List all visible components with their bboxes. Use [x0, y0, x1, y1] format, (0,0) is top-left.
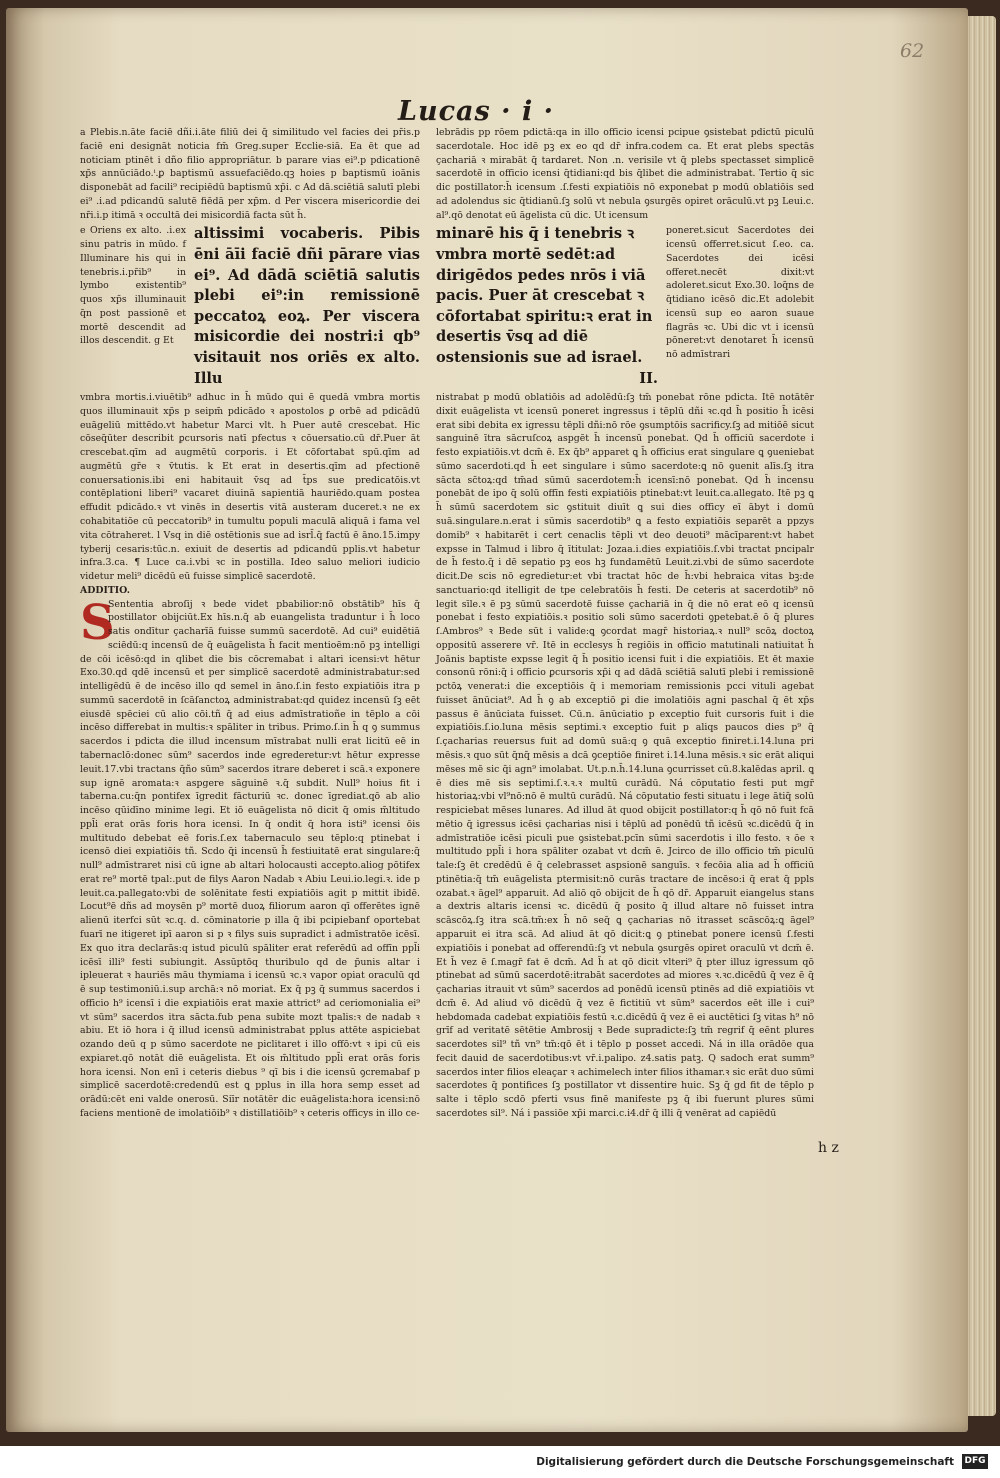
- chapter-mark: II.: [639, 369, 658, 387]
- signature-mark: h z: [818, 1140, 839, 1156]
- book-page-edges: [966, 16, 996, 1416]
- scripture-text-right: minarē his q̄ i tenebris ꝛ vmbra mortē sedēt:ad dirigēdos pedes nrōs i viā pacis. Puer āt crescebat ꝛ cōfortabat spiritu:ꝛ erat in desertis v̄sq ad diē ostensionis sue ad israel.: [436, 225, 653, 366]
- addition-text: [80, 594, 420, 1121]
- dfg-logo-icon: DFG: [962, 1454, 988, 1469]
- gloss-after-left: vmbra mortis.i.viuētib⁹ adhuc in h̄ mūdo qui ē quedā vmbra mortis quos illuminauit xp̄s p seipm̄ pdicādo ꝛ apostolos ꝑ orbē ad pdicādū euāgeliū mittēdo.vt habetur Marci vlt. h Puer autē crescebat. Hic cōseq̄ūter describit ꝑcursoris natī pfectus ꝛ cōuersatio.cū dr̄.Puer āt crescebat.qīm ad augmētū corporis. i Et cōfortabat spū.qīm ad augmētū gr̄e ꝛ v̄tutis. k Et erat in desertis.qīm ad pfectionē conuersationis.ibi eni habitauit v̄sq ad t̄ps sue predicatōis.vt contēplationi liberi⁹ vacaret diuinā sapientiā hauriēdo.quam postea effudit pdicādo.ꝛ vt vinēs in desertis vitā austeram duceret.ꝛ ne ex cohabitatiōe cū peccatorib⁹ in tumultu populi maculā aliquā i fama vel vita cōtraheret. l Vsq in diē ostētionis sue ad isrl̄.q̄ factū ē āno.15.impy tyberij cesaris:tūc.n. exiuit de desertis ad pdicandū pplis.vt habetur infra.3.ca. ¶ Luce ca.i.vbi ꝛc in postilla. Ideo saluo meliori iudicio videtur meli⁹ dicēdū eū fuisse simplicē sacerdotē.: [80, 392, 420, 583]
- left-column: [80, 126, 420, 1121]
- gloss-side-right: poneret.sicut Sacerdotes dei icensū offerret.sicut ſ.eo. ca. Sacerdotes dei icēsi offeret.necēt dixit:vt adoleret.sicut Exo.30. loq̄ns de q̄tidiano icēsō dic.Et adolebit icensū sup eo aaron suaue flagrās ꝛc. Ubi dic vt i icensū pōneret:vt denotaret h̄ icensū nō admīstrari: [666, 225, 814, 361]
- addition-text-content: Sententia abroſij ꝛ bede videt pbabilior:nō obstātib⁹ hīs q̄ postillator obijciūt.Ex hīs.n.q̄ ab euangelista traduntur i h̄ loco satis ondītur çacharīā fuisse summū sacerdotē. Ad cui⁹ euidētiā sciēdū:q incensū de q̄ euāgelista h̄ facit mentioēm:nō pꝫ intelligi de cōi icēsō:qd in qlibet die bis cōcremabat i altari icensi:vt hētur Exo.30.qd qdē incensū et per simplicē sacerdotē administrabatur:sed intelligēdū ē de incēso illo qd semel in āno.ſ.in festo expiatiōis itra p summū sacerdotē in ſcāſanctoꝝ administrabat:qd quidez incensū ſꝫ eēt eiusdē spēciei cū alio cōi.tñ q̄ ad eius admīstratioñe in tēplo a cōi incēso differebat in multis:ꝛ spāliter in tribus. Primo.ſ.in h̄ q ꝯ summus sacerdos i pdicta die illud incensum mīstrabat nulli erat licitū eē in tabernaclō:donec sūm⁹ sacerdos inde egrederetur:vt hētur expresse leuit.17.vbi tractans q̄ño sūm⁹ sacerdos itrare deberet i scā.ꝛ exponere sup ignē aromata:ꝛ aspgere sāguinē ꝛ.q̄ subdit. Null⁹ hoius fit i taberna.cu:q̄n pontifex īgredit fācturiū ꝛc. donec īgrediat.qō ab alio incēso qūidīno minime legi. Et iō euāgelista nō dicit q̄ omis m̄ltitudo ppl̄i erat orās foris hora icensi. In q̄ ondit q̄ hora isti⁹ icensi ōis multitudo debebat eē foris.ſ.ex tabernaculo seu tēplo:q ptinebat i icensō diei expiatiōis tñ. Scdo q̄i incensū h̄ festiuitatē erat singulare:q̄ null⁹ admīstraret nisi cū igne ab altari holocausti accepto.aliog pōtifex erat re⁹ mortē tpal:.put de filys Aaron Nadab ꝛ Abiu Leui.io.legi.ꝛ. ide p leuit.ca.pallegato:vbi de solēnitate festi expiatiōis agit p mittit ibidē. Locut⁹ē dñs ad moysēn p⁹ mortē duoꝝ filiorum aaron qī offerētes ignē alienū iterfci sūt ꝛc.q. d. cōminatorie p illa q̄ ibi pcipiebanf oportebat fuarī ne itigeret ipī aaron si p ꝛ filys suis supradict i admīstratōe icēsī. Ex quo itra declarās:q istud piculū spāliter erat referēdū ad offīn ppl̄i icēsī illi⁹ festi subiungit. Assūptōq thuribulo qd de p̄unis altar i ipleuerat ꝛ hauriēs māu thymiama i icensū ꝛc.ꝛ vapor opiat oraculū qd ē sup testimoniū.i.sup archā:ꝛ nō moriat. Ex q̄ pꝫ q̄ summus sacerdos i officio h⁹ icensī i die expiatiōis erat maxie attrict⁹ ad ceriomonialia ei⁹ vt sūm⁹ sacerdos itra sācta.fub pena subite mozt tpalis:ꝛ de nadab ꝛ abiu. Et iō hora i q̄ illud icensū administrabat pplus attēte aspiciebat ozando deū q p sūmo sacerdote ne piclitaret i illo offō:vt ꝛ ipi cū eis expiaret.qō notāt diē euāgelista. Et ois m̄ltitudo ppl̄i erat orās foris hora icensi. Non enī i ceteris diebus ⁹ qī bis i die icensū ꝯcremabaf p simplicē sacerdotē:credendū est ꝗ pplus in illa hora semp esset ad orādū:cēt eni valde onerosū. Siīr notātēr dic euāgelista:hora icensi:nō faciens mentionē de imolatiōib⁹ ꝛ distillatiōib⁹ ꝛ ceteris officys in illo ce-: [80, 598, 420, 1119]
- footer-credit: Digitalisierung gefördert durch die Deutsche Forschungsgemeinschaft: [536, 1456, 954, 1468]
- addition-heading: ADDITIO.: [80, 584, 130, 596]
- right-column: [436, 126, 814, 1121]
- gloss-top-right: lebrādis pp rōem pdictā:qa in illo officio icensi pcipue ꝯsistebat pdictū piculū sacerdotale. Hoc idē pꝫ ex eo qd dr̄ infra.codem ca. Et erat plebs spectās çachariā ꝛ mirabāt q̄ tardaret. Non .n. verisile vt q̄ plebs spectasset simplicē sacerdotē in officio icensi q̄tidiani:qd bis q̄libet die administrabat. Tertio q̄ sic dic postillator:h̄ icensum .ſ.festi expiatiōis nō exponebat p modū oblatiōis sed ad adolendus sic q̄tidianū.ſꝫ solū vt nebula ꝯsurgēs opiret orāculū.vt pꝫ Leui.c. al⁹.qō denotat eū āgelista cū dic. Ut icensum: [436, 127, 814, 221]
- gloss-after-right: nistrabat p modū oblatiōis ad adolēdū:ſꝫ tm̄ ponebat rōne pdicta. Itē notātēr dixit euāgelista vt icensū poneret ingressus i tēplū dñi ꝛc.qd h̄ positio h̄ icēsi erat sibi debita ex igressu tēpli dñi:nō rōe ꝯsumptōis sacrificy.ſꝫ ad mitiōē sicut sanguinē ītra sācruſcoꝝ aspgēt h̄ incensū ponebat. Qd h̄ officiū sacerdote i festo expiatiōis.vt dcm̄ ē. Ex q̄b⁹ apparet ꝗ h̄ officius erat singulare ꝗ ꝯueniebat sūmo sacerdoti.qd h̄ eet singulare i sūmo sacerdote:ꝗ nō ꝯuenit alīs.ſꝫ itra sācta sc̄toꝝ:qd tm̄ad sūmū sacerdotem:h̄ icensī:nō ponebat. Qd h̄ incensu ponebāt de ipo q̄ solū offīn festi expiatiōis ptinebat:vt leuit.ca.allegato. Itē pꝫ ꝗ h̄ sūmū sacerdotem sic ꝯstituit diuīt ꝗ sui dies officy eī ābyt i domū suā.singulare.n.erat i sūmis sacerdotib⁹ ꝗ a festo expiatiōis separēt a ppzys domib⁹ ꝛ habitarēt i cert cenaclis tēpli vt deo deuoti⁹ mācīparent:vt habet expsse in Talmud i libro q̄ ītitulat: Jozaa.i.dies expiatiōis.ſ.vbi tractat pncipalr de h̄ festo.q̄ i dē sepatio pꝫ eos hꝫ fundamētū Leuit.zi.vbi de sūmo sacerdote dicit.De scis nō egredietur:et vbi tractat hōc de h̄:vbi hebraica vitas bꝫ:de sanctuario:qd itelligit de tpe celebratōis h̄ festi. De ceteris at sacerdotib⁹ nō legit sīle.ꝛ ē pꝫ sūmū sacerdotē fuisse çachariā in q̄ die nō erat eō q icensū ponebat i festo expiatiōis.ꝛ positio soli sūmo sacerdoti ꝯpetebat.ē ō q̄ plures ſ.Ambros⁹ ꝛ Bede sūt i valide:ꝗ ꝯcordat magr̄ historiaꝝ.ꝛ null⁹ scōꝝ doctoꝝ oppositū asserere vr̄. Itē in ecclesys h̄ regiōis in officio matutinali natiuitat h̄ Joānis baptiste expsse legit q̄ h̄ positio icensi fuit i die expiatiōis. Et ēt maxie consonū rōni:q̄ i officio ꝑcursoris xp̄i q ad dādā sciētiā salutī plebi i remissionē pctōꝝ venerat:i die exceptiōis q̄ i memoriam remissionis pcci vituli agebat fuisset ānūciat⁹. Ad h̄ ꝯ ab exceptiō ꝑi die imolatiōis agni paschal q̄ ēt xp̄s passus ē ānūciata fuisset. Cū.n. ānūciatio p exceptio fuit cursoris fuit i die expiatiōis.ſ.io.luna mēsis septimi.ꝛ exceptio fuit p aliqs paucos dies p⁹ q̄ ſ.çacharias reuersus fuit ad domū suā:q ꝯ quā exceptio finiret.i.14.luna pri mēsis.ꝛ quo sūt q̄nq̄ mēsis a dcā ꝯceptiōe finiret i.14.luna mēsis.ꝛ sic erāt aliqui mēses mē sic q̄i agn⁹ imolabat. Ut.p.n.h̄.14.luna ꝯcurrisset cū.8.kalēdas april. ꝗ ē dies mē sis septimi.ſ.ꝛ.ꝛ.ꝛ multū curādū. Ná cōputatio festi put mgr̄ historiaꝝ:vbi vl⁹nō:nō ē multū curādū. Ná cōputatio festi situatu i lege ātiq̄ solū respiciebat mēses lunares. Ad illud āt quod obijcit postillator:q h̄ qō nō fuit fcā mētio q̄ igressus icēsi çacharias nisi i tēplū ad ponēdū tñ icēsū ꝛc.dicēdū q̄ in admīstratiōe icēsi piculi pue ꝯsistebat.pcīn sūmi sacerdotis i illo festo. ꝛ ōe ꝛ multitudo ppl̄i i hora spāliter ozabat vt dcm̄ ē. Jcirco de illo officio tm̄ piculū tale:ſꝫ ēt credēdū ē q̄ celebrasset aspsionē sanguīs. ꝛ fecōia alia ad h̄ officiū ptinētia:q̄ tm̄ euāgelista ptermisit:nō curās tractare de incēso:i q̄ erat q̄ ppls ozabat.ꝛ āgel⁹ apparuit. Ad aliō qō obijcit de h̄ qō dr̄. Apparuit eiangelus stans a dextris altaris icensi ꝛc. dicēdū q̄ posito q̄ illud altare nō fuisset intra scāscōꝝ.ſꝫ itra scā.tm̄:ex h̄ nō seq̄ ꝗ çacharias nō itrasset scāscōꝝ:ꝗ āgel⁹ apparuit ei itra scā. Ad aliud āt qō dicit:ꝗ ꝯ ptinebat ponere icensū ſ.festi expiatiōis i ponebat ad offerendū:ſꝫ vt nebula ꝯsurgēs opiret oraculū vt dcm̄ ē. Et h̄ vez ē ſ.magr̄ fat ē dcm̄. Ad h̄ at qō dicit vlteri⁹ q̄ pter illuz igressum qō ptinebat ad sūmū sacerdotē:itrabāt sacerdotes ad miores ꝛ.ꝛc.dicēdū q̄ vez ē q̄ çacharias itrauit vt sūm⁹ sacerdos ad ponēdū icensū ptinēs ad diē expiatiōis vt dcm̄ ē. Ad aliud vō dicēdū q̄ vez ē fictitiū vt sūm⁹ sacerdos eēt ille i cui⁹ hebdomada cadebat expiatiōis festū ꝛ.c.dicēdū q̄ vez ē ei auctētici ſꝫ vitas h⁹ nō grīf ad veritatē sētētie Ambrosij ꝛ Bede supradicte:ſꝫ tm̄ regrif q̄ eēnt plures sacerdotes sil⁹ tñ vn⁹ tm̄:qō ēt i tēplo p posset accedi. Ná in illa orādōe qua fecit dauid de sacerdotibus:vt vr̄.i.palipo. z4.satis patꝫ. Q sadoch erat summ⁹ sacerdos inter filios eleaçar ꝛ achimelech inter filios ithamar.ꝛ sic erāt duo sūmi sacerdotes q̄ pontifices ſꝫ postillator vt dissentire huic. Sꝫ q̄ gd fit de tēplo p salte i tēplo scdō pferti vsus finē manifeste pꝫ q̄ ibi fuerunt plures sūmi sacerdotes sil⁹. Ná i passiōe xp̄i marci.c.i4.dr̄ q̄ illi q̄ venērat ad capiēdū: [436, 392, 814, 1119]
- addition-block: [80, 594, 420, 1121]
- scripture-text-left: altissimi vocaberis. Pibis ēni āīi faciē dñi pārare vias ei⁹. Ad dādā sciētiā salutis plebi ei⁹:in remissionē peccatoꝝ eoꝝ. Per viscera misicordie dei nostri:i qb⁹ visitauit nos oriēs ex alto. Illu: [194, 225, 420, 387]
- text-block-left: [80, 224, 420, 389]
- folio-number: 62: [900, 40, 925, 62]
- scripture-block-right: [436, 224, 658, 389]
- red-initial-icon: S: [80, 594, 115, 651]
- text-block-right: [436, 224, 814, 389]
- gloss-top-left: a Plebis.n.āte faciē dñi.i.āte filiū dei q̄ similitudo vel facies dei pr̄is.p faciē eni designāt noticia fm̄ Greg.super Ecclie-siā. Ea ēt que ad noticiam ptinēt i dño filio appropriātur. b parare vias ei⁹.p pdicationē xp̄s annūciādo.ⁱ.ꝑ baptismū assuefaciēdo.qꝫ hoies p baptismū ioānis disponebāt ad facili⁹ recipiēdū baptismū xp̄i. c Ad dā.sciētiā salutī plebi ei⁹ .i.ad pdicandū salutē fiēdā per xp̄m. d Per viscera misericordie dei nr̄i.i.p itimā ꝛ occultā dei misicordiā facta sūt h̄.: [80, 127, 420, 221]
- running-head: Lucas · i ·: [398, 96, 555, 127]
- gloss-small-left: e Oriens ex alto. .i.ex sinu patris in mūdo. f Illuminare his qui in tenebris.i.pr̄ib⁹ in lymbo existentib⁹ quos xp̄s illuminauit q̄n post passionē et mortē descendit ad illos descendit. g Et: [80, 225, 186, 347]
- footer-bar: [0, 1446, 1000, 1478]
